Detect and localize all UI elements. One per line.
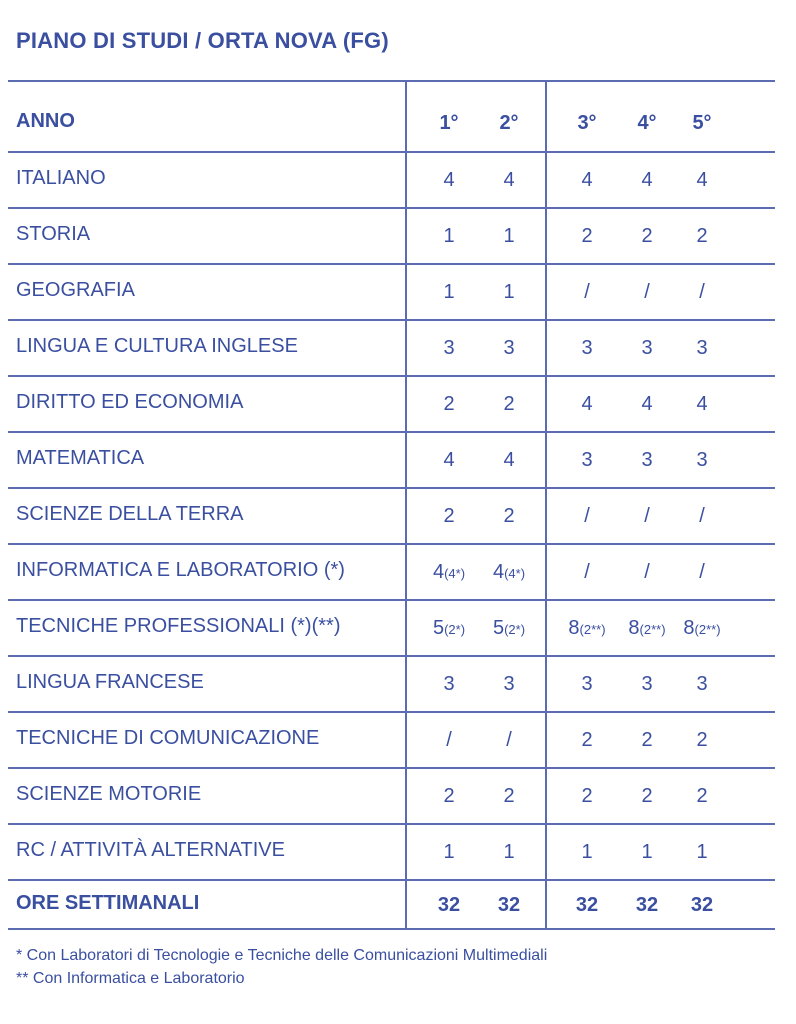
row-label: DIRITTO ED ECONOMIA (16, 391, 244, 413)
cell-value: / (644, 505, 650, 527)
cell-value: 2 (503, 785, 515, 807)
table-cell (617, 561, 677, 584)
cell-value: 1 (503, 225, 515, 247)
cell-value: 2 (641, 729, 653, 751)
cell-value: 4 (581, 393, 593, 415)
cell-value: 4 (443, 449, 455, 471)
row-label: ORE SETTIMANALI (16, 891, 200, 914)
table-cell (672, 505, 732, 528)
table-cell (419, 841, 479, 864)
cell-value: 2 (641, 225, 653, 247)
table-cell (479, 841, 539, 864)
cell-value: 3 (641, 337, 653, 359)
table-cell (479, 112, 539, 135)
cell-value: 32 (690, 893, 714, 916)
table-cell (557, 729, 617, 752)
cell-value: 5 (492, 617, 505, 639)
total-row (8, 879, 775, 928)
cell-value: 4 (492, 561, 505, 583)
cell-value: 2 (581, 225, 593, 247)
cell-value: 4 (503, 169, 515, 191)
table-cell (419, 393, 479, 416)
footnote-1: * Con Laboratori di Tecnologie e Tecniche delle Comunicazioni Multimediali (16, 947, 548, 964)
table-cell (557, 281, 617, 304)
table-cell (672, 281, 732, 304)
table-cell (419, 449, 479, 472)
cell-value: 3 (443, 673, 455, 695)
cell-value: 1 (581, 841, 593, 863)
row-label: LINGUA FRANCESE (16, 671, 204, 693)
cell-value: 2 (641, 785, 653, 807)
cell-value: / (644, 281, 650, 303)
cell-value: 3 (641, 449, 653, 471)
cell-value: 2 (443, 785, 455, 807)
table-cell (672, 393, 732, 416)
cell-value: 3 (696, 337, 708, 359)
cell-note: (4*) (444, 566, 466, 581)
cell-value: 1 (443, 281, 455, 303)
table-row (8, 431, 775, 487)
table-row (8, 263, 775, 319)
cell-value: 32 (497, 893, 521, 916)
cell-value: 32 (575, 893, 599, 916)
cell-value: 3 (581, 337, 593, 359)
row-label: ANNO (16, 110, 75, 132)
table-cell (419, 337, 479, 360)
cell-value: 2 (503, 505, 515, 527)
cell-note: (2**) (579, 622, 606, 637)
table-cell (672, 785, 732, 808)
footnotes (16, 944, 547, 990)
cell-value: 2 (696, 225, 708, 247)
table-cell (557, 505, 617, 528)
row-label: INFORMATICA E LABORATORIO (*) (16, 559, 345, 581)
cell-value: 2 (443, 393, 455, 415)
row-label: RC / ATTIVITÀ ALTERNATIVE (16, 839, 285, 861)
cell-value: / (584, 561, 590, 583)
row-label: TECNICHE PROFESSIONALI (*)(**) (16, 615, 341, 637)
cell-value: 1 (503, 281, 515, 303)
table-cell (617, 673, 677, 696)
table-row (8, 655, 775, 711)
table-cell (479, 225, 539, 248)
table-cell (617, 449, 677, 472)
cell-value: / (506, 729, 512, 751)
cell-note: (2*) (444, 622, 466, 637)
table-cell (617, 894, 677, 917)
table-cell (419, 112, 479, 135)
cell-value: 4 (432, 561, 445, 583)
table-cell (617, 393, 677, 416)
table-cell (419, 561, 479, 584)
cell-value: 8 (568, 617, 580, 639)
cell-value: 8 (683, 617, 695, 639)
table-cell (419, 505, 479, 528)
table-cell (557, 561, 617, 584)
cell-value: / (699, 561, 705, 583)
table-cell (617, 112, 677, 135)
cell-value: 3 (503, 673, 515, 695)
cell-value: / (446, 729, 452, 751)
table-cell (672, 673, 732, 696)
row-label: TECNICHE DI COMUNICAZIONE (16, 727, 320, 749)
cell-value: 5 (432, 617, 445, 639)
cell-value: 2 (443, 505, 455, 527)
cell-value: / (699, 281, 705, 303)
table-cell (557, 337, 617, 360)
cell-value: 3 (581, 449, 593, 471)
cell-note: (2**) (694, 622, 721, 637)
table-cell (672, 169, 732, 192)
table-cell (479, 393, 539, 416)
cell-value: 1 (696, 841, 708, 863)
table-cell (672, 449, 732, 472)
cell-value: 4 (641, 393, 653, 415)
cell-value: 5° (692, 112, 712, 134)
cell-value: 3 (503, 337, 515, 359)
table-cell (419, 617, 479, 640)
table-cell (479, 729, 539, 752)
table-row (8, 207, 775, 263)
table-cell (617, 337, 677, 360)
row-label: GEOGRAFIA (16, 279, 135, 301)
cell-value: 2 (696, 785, 708, 807)
table-cell (419, 894, 479, 917)
cell-value: 32 (635, 893, 659, 916)
cell-value: 1 (443, 841, 455, 863)
cell-value: / (584, 281, 590, 303)
cell-value: 4 (443, 169, 455, 191)
study-plan-table (8, 80, 775, 930)
cell-value: 4° (637, 112, 657, 134)
table-cell (419, 169, 479, 192)
table-row (8, 151, 775, 207)
cell-value: 4 (696, 393, 708, 415)
cell-value: 2 (581, 785, 593, 807)
row-label: MATEMATICA (16, 447, 145, 469)
cell-value: 1 (503, 841, 515, 863)
table-row (8, 543, 775, 599)
table-cell (479, 561, 539, 584)
table-cell (557, 393, 617, 416)
table-cell (419, 225, 479, 248)
table-cell (672, 337, 732, 360)
cell-value: 2 (581, 729, 593, 751)
table-row (8, 375, 775, 431)
footnote-2: ** Con Informatica e Laboratorio (16, 970, 245, 987)
table-cell (672, 561, 732, 584)
cell-value: 32 (437, 893, 461, 916)
table-row (8, 319, 775, 375)
table-cell (672, 112, 732, 135)
cell-value: 1 (641, 841, 653, 863)
table-cell (479, 281, 539, 304)
table-cell (617, 729, 677, 752)
cell-note: (2**) (639, 622, 666, 637)
row-label: ITALIANO (16, 167, 106, 189)
cell-value: / (644, 561, 650, 583)
table-cell (672, 617, 732, 640)
table-cell (557, 841, 617, 864)
table-cell (557, 225, 617, 248)
table-cell (557, 449, 617, 472)
cell-value: 8 (628, 617, 640, 639)
table-cell (672, 729, 732, 752)
table-row (8, 599, 775, 655)
row-divider (8, 928, 775, 930)
table-cell (479, 617, 539, 640)
table-cell (617, 505, 677, 528)
table-cell (419, 281, 479, 304)
row-label: SCIENZE DELLA TERRA (16, 503, 244, 525)
table-row (8, 767, 775, 823)
table-cell (617, 617, 677, 640)
table-cell (672, 894, 732, 917)
cell-value: 3 (696, 449, 708, 471)
cell-value: 2° (499, 112, 519, 134)
cell-value: 3 (581, 673, 593, 695)
cell-note: (2*) (504, 622, 526, 637)
table-cell (479, 785, 539, 808)
row-label: STORIA (16, 223, 91, 245)
table-cell (479, 337, 539, 360)
cell-value: 4 (696, 169, 708, 191)
table-cell (617, 225, 677, 248)
table-cell (479, 169, 539, 192)
table-cell (557, 673, 617, 696)
table-cell (557, 617, 617, 640)
page-title: PIANO DI STUDI / ORTA NOVA (FG) (16, 28, 389, 53)
table-row (8, 823, 775, 879)
cell-value: 3 (641, 673, 653, 695)
table-cell (557, 785, 617, 808)
table-cell (672, 225, 732, 248)
table-cell (672, 841, 732, 864)
table-cell (479, 449, 539, 472)
cell-value: 1° (439, 112, 459, 134)
cell-value: 2 (503, 393, 515, 415)
table-cell (557, 112, 617, 135)
table-cell (617, 841, 677, 864)
table-cell (479, 894, 539, 917)
table-cell (617, 169, 677, 192)
table-cell (557, 169, 617, 192)
table-cell (479, 505, 539, 528)
table-cell (617, 785, 677, 808)
table-cell (419, 785, 479, 808)
cell-value: 3 (696, 673, 708, 695)
cell-value: 1 (443, 225, 455, 247)
table-cell (479, 673, 539, 696)
cell-value: 4 (503, 449, 515, 471)
table-cell (419, 673, 479, 696)
cell-value: 4 (581, 169, 593, 191)
table-cell (617, 281, 677, 304)
cell-value: 3° (577, 112, 597, 134)
table-row (8, 487, 775, 543)
cell-value: 4 (641, 169, 653, 191)
table-row (8, 711, 775, 767)
table-cell (419, 729, 479, 752)
row-label: SCIENZE MOTORIE (16, 783, 202, 805)
table-cell (557, 894, 617, 917)
cell-note: (4*) (504, 566, 526, 581)
cell-value: / (699, 505, 705, 527)
cell-value: 2 (696, 729, 708, 751)
cell-value: / (584, 505, 590, 527)
row-label: LINGUA E CULTURA INGLESE (16, 335, 298, 357)
cell-value: 3 (443, 337, 455, 359)
